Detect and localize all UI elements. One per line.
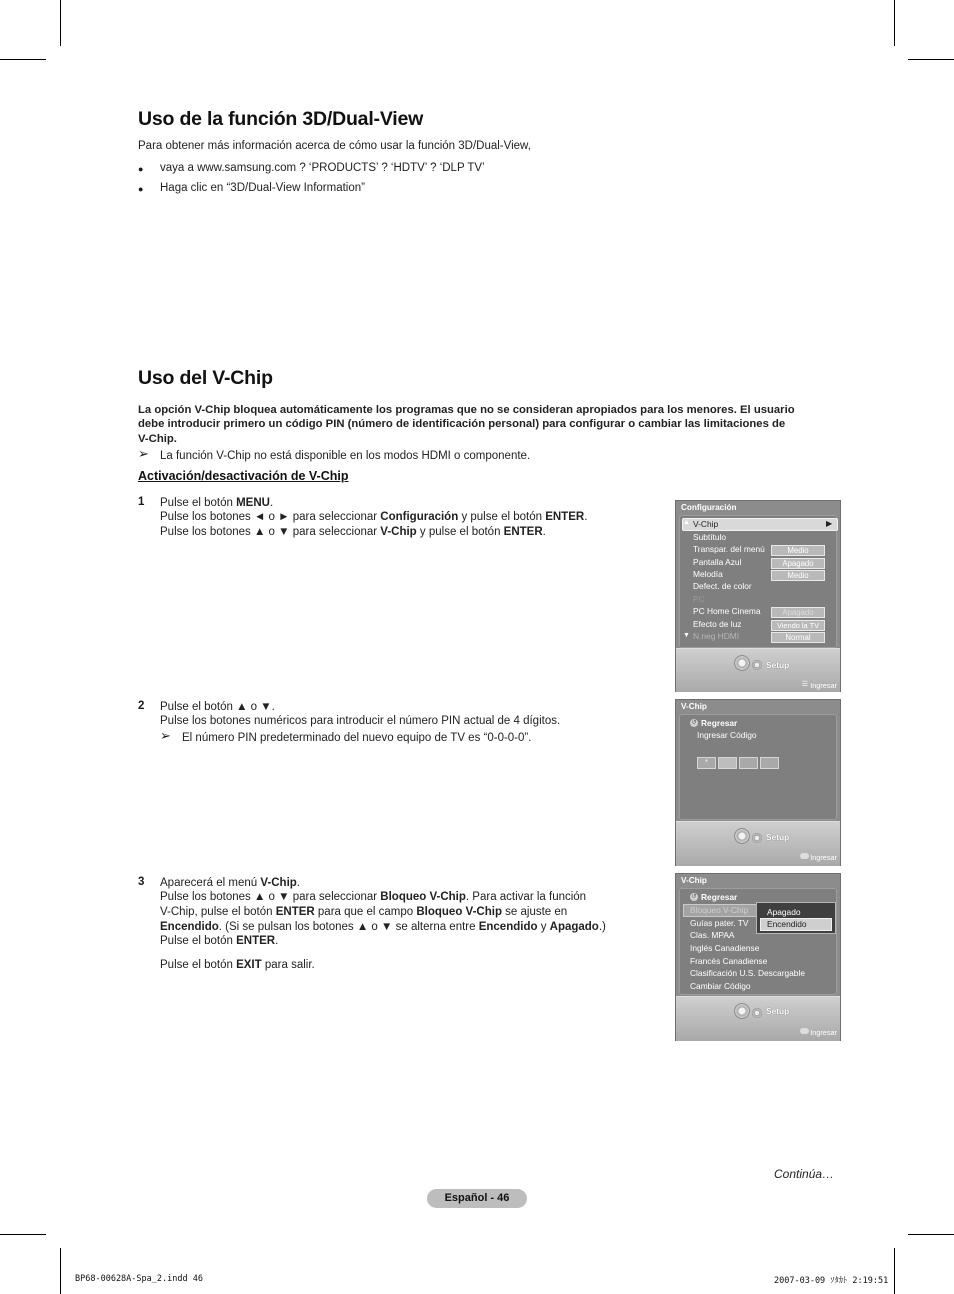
- value-label: Apagado: [549, 921, 599, 933]
- section-title-vchip: Uso del V-Chip: [138, 367, 273, 389]
- step2-line2: Pulse los botones numéricos para introducir el número PIN actual de 4 dígitos.: [160, 715, 561, 727]
- enter-icon: ☰: [801, 681, 808, 688]
- menu-label: Configuración: [380, 511, 459, 523]
- gear-icon: [734, 828, 750, 844]
- menu-item-bloqueo-vchip[interactable]: Bloqueo V-Chip: [690, 905, 749, 915]
- step1-line1: [160, 496, 273, 511]
- tv-screen-vchip-menu: [675, 873, 841, 1041]
- enter-icon: [800, 1028, 809, 1034]
- crop-mark: [60, 0, 61, 46]
- bullet-icon: ●: [138, 184, 144, 194]
- text: Pulse el botón: [160, 497, 237, 509]
- screen-title: V-Chip: [681, 702, 707, 711]
- value-nneg-hdmi: Normal: [771, 632, 825, 643]
- menu-label: V-Chip: [260, 877, 297, 889]
- text: .: [542, 526, 546, 538]
- gear-icon: [752, 660, 762, 670]
- pin-digit-2[interactable]: [718, 757, 737, 769]
- step2-line1: Pulse el botón ▲ o ▼.: [160, 701, 275, 713]
- key-label: ENTER: [503, 526, 543, 538]
- menu-item-clasificacion-us[interactable]: Clasificación U.S. Descargable: [690, 968, 805, 978]
- menu-item-pc-home-cinema[interactable]: PC Home Cinema: [693, 606, 761, 616]
- regresar-button[interactable]: Regresar: [701, 718, 738, 728]
- key-label: ENTER: [545, 511, 585, 523]
- bullet-item: Haga clic en “3D/Dual-View Information”: [160, 182, 365, 194]
- menu-item-pantalla-azul[interactable]: Pantalla Azul: [693, 557, 742, 567]
- step1-line2: [160, 510, 587, 525]
- screen-footer: [676, 648, 840, 692]
- text: Pulse el botón: [160, 935, 237, 947]
- key-label: ENTER: [236, 935, 276, 947]
- note-arrow-icon: ➢: [138, 446, 149, 461]
- intro-line: V-Chip.: [138, 433, 177, 445]
- crop-mark: [894, 0, 895, 46]
- value-label: Encendido: [160, 921, 219, 933]
- setup-label: Setup: [766, 1006, 790, 1016]
- step3-line3: [160, 905, 567, 920]
- text: Pulse los botones ▲ o ▼ para seleccionar: [160, 526, 381, 538]
- ingresar-label: Ingresar: [810, 1028, 837, 1037]
- menu-label: Bloqueo V-Chip: [380, 891, 466, 903]
- menu-panel: [679, 714, 837, 820]
- menu-panel: [679, 515, 837, 648]
- text: .: [275, 935, 279, 947]
- text: y: [537, 921, 550, 933]
- menu-item-clas-mpaa[interactable]: Clas. MPAA: [690, 930, 735, 940]
- value-efecto-luz: Viendo la TV: [771, 620, 825, 631]
- screen-title: V-Chip: [681, 876, 707, 885]
- text: se ajuste en: [501, 906, 568, 918]
- menu-item-guias-pater[interactable]: Guías pater. TV: [690, 918, 749, 928]
- menu-item-transparencia[interactable]: Transpar. del menú: [693, 544, 765, 554]
- menu-item-cambiar-codigo[interactable]: Cambiar Código: [690, 981, 751, 991]
- scroll-up-icon[interactable]: ▲: [683, 519, 690, 526]
- crop-mark: [0, 59, 46, 60]
- text: para que el campo: [314, 906, 417, 918]
- step2-note: El número PIN predeterminado del nuevo equipo de TV es “0-0-0-0”.: [182, 732, 532, 744]
- enter-icon: [800, 853, 809, 859]
- value-pc-home-cinema: Apagado: [771, 607, 825, 618]
- gear-icon: [734, 655, 750, 671]
- text: .: [269, 497, 274, 509]
- subsection-title: Activación/desactivación de V-Chip: [138, 469, 349, 483]
- tv-screen-vchip-pin: [675, 699, 841, 866]
- value-pantalla-azul: Apagado: [771, 558, 825, 569]
- note-text: La función V-Chip no está disponible en los modos HDMI o componente.: [160, 450, 531, 462]
- note-arrow-icon: ➢: [160, 728, 171, 743]
- menu-label: Bloqueo V-Chip: [416, 906, 502, 918]
- text: Pulse los botones ▲ o ▼ para seleccionar: [160, 891, 381, 903]
- option-apagado[interactable]: Apagado: [767, 907, 801, 917]
- menu-item-efecto-luz[interactable]: Efecto de luz: [693, 619, 742, 629]
- bullet-item: vaya a www.samsung.com ? ‘PRODUCTS’ ? ‘HDTV’ ? ‘DLP TV’: [160, 162, 485, 174]
- text: y pulse el botón: [416, 526, 504, 538]
- intro-line: debe introducir primero un código PIN (número de identificación personal) para configurar o cambiar las limitaciones de: [138, 418, 786, 430]
- regresar-button[interactable]: Regresar: [701, 892, 738, 902]
- menu-label: V-Chip: [380, 526, 417, 538]
- crop-mark: [908, 59, 954, 60]
- key-label: ENTER: [275, 906, 315, 918]
- menu-item-subtitulo[interactable]: Subtítulo: [693, 532, 727, 542]
- menu-item-ingles-canadiense[interactable]: Inglés Canadiense: [690, 943, 760, 953]
- tv-screen-configuracion: [675, 500, 841, 692]
- screen-title: Configuración: [681, 503, 737, 512]
- page-number-badge: Español - 46: [427, 1189, 527, 1208]
- menu-item-defect-color[interactable]: Defect. de color: [693, 581, 752, 591]
- bullet-icon: ●: [138, 164, 144, 174]
- ingresar-label: Ingresar: [810, 853, 837, 862]
- continua-label: Continúa…: [774, 1167, 835, 1181]
- value-label: Encendido: [478, 921, 538, 933]
- text: Pulse los botones ◄ o ► para seleccionar: [160, 511, 381, 523]
- value-transparencia: Medio: [771, 545, 825, 556]
- text: Pulse el botón: [160, 959, 237, 971]
- step3-line6: [160, 958, 315, 973]
- text: .: [296, 877, 300, 889]
- gear-icon: [752, 1008, 762, 1018]
- crop-mark: [894, 1248, 895, 1294]
- intro-line: La opción V-Chip bloquea automáticamente los programas que no se consideran apropiados para los menores. El usuario: [138, 404, 795, 416]
- return-icon[interactable]: ↺: [691, 720, 697, 726]
- pin-prompt: Ingresar Código: [697, 730, 757, 740]
- menu-panel: [679, 888, 837, 995]
- text: Aparecerá el menú: [160, 877, 261, 889]
- crop-mark: [0, 1234, 46, 1235]
- text: y pulse el botón: [458, 511, 546, 523]
- value-melodia: Medio: [771, 570, 825, 581]
- print-date-info: 2007-03-09 ｿﾀｶﾄ 2:19:51: [774, 1276, 889, 1286]
- option-dropdown[interactable]: [756, 902, 836, 934]
- pin-digit-4[interactable]: [760, 757, 779, 769]
- step3-line1: [160, 876, 300, 891]
- step-number: 2: [138, 700, 145, 712]
- section-title-3d: Uso de la función 3D/Dual-View: [138, 108, 424, 130]
- key-label: EXIT: [236, 959, 262, 971]
- text: para salir.: [261, 959, 315, 971]
- key-label: MENU: [236, 497, 270, 509]
- text: .: [584, 511, 588, 523]
- menu-item-nneg-hdmi: N.neg HDMI: [693, 631, 740, 641]
- text: . (Si se pulsan los botones ▲ o ▼ se alterna entre: [218, 921, 479, 933]
- menu-item-frances-canadiense[interactable]: Francés Canadiense: [690, 956, 768, 966]
- crop-mark: [60, 1248, 61, 1294]
- step3-line2: [160, 890, 586, 905]
- print-file-info: BP68-00628A-Spa_2.indd 46: [75, 1274, 203, 1284]
- step3-line4: [160, 920, 606, 935]
- step-number: 1: [138, 496, 145, 508]
- crop-mark: [908, 1234, 954, 1235]
- section-intro-3d: Para obtener más información acerca de cómo usar la función 3D/Dual-View,: [138, 140, 531, 152]
- screen-footer: [676, 996, 840, 1041]
- step-number: 3: [138, 876, 145, 888]
- step3-line5: [160, 934, 278, 949]
- ingresar-label: Ingresar: [810, 681, 837, 690]
- return-icon[interactable]: ↺: [691, 894, 697, 900]
- gear-icon: [752, 833, 762, 843]
- setup-label: Setup: [766, 660, 790, 670]
- pin-digit-1[interactable]: *: [697, 757, 716, 769]
- step1-line3: [160, 525, 546, 540]
- setup-label: Setup: [766, 832, 790, 842]
- text: .): [598, 921, 606, 933]
- screen-footer: [676, 821, 840, 866]
- menu-item-pc: PC: [693, 594, 705, 604]
- arrow-right-icon: ▶: [826, 519, 833, 528]
- menu-item-vchip[interactable]: V-Chip: [693, 519, 719, 529]
- menu-item-melodia[interactable]: Melodía: [693, 569, 723, 579]
- scroll-down-icon[interactable]: ▼: [683, 632, 690, 639]
- text: . Para activar la función: [465, 891, 587, 903]
- gear-icon: [734, 1003, 750, 1019]
- text: V-Chip, pulse el botón: [160, 906, 276, 918]
- option-encendido[interactable]: Encendido: [767, 919, 807, 929]
- pin-digit-3[interactable]: [739, 757, 758, 769]
